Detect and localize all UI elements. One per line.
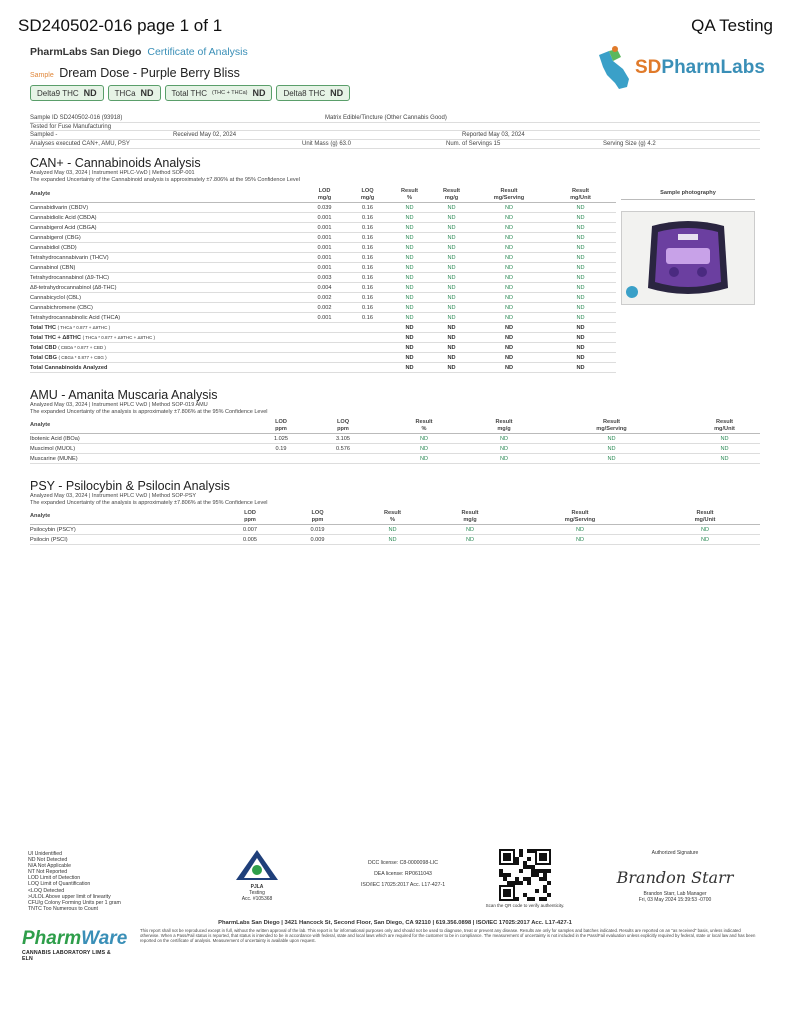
psy-title: PSY - Psilocybin & Psilocin Analysis [30, 479, 230, 493]
analyte-cell: Total Cannabinoids Analyzed [30, 363, 303, 373]
pharmware-logo [22, 928, 128, 962]
value-cell: ND [545, 303, 616, 313]
analyte-cell: Cannabidiol (CBD) [30, 243, 303, 253]
meta-row [30, 114, 760, 123]
pill-value: ND [83, 88, 97, 98]
value-cell: ND [355, 535, 430, 545]
table-row [30, 283, 616, 293]
value-cell: 0.16 [346, 263, 389, 273]
table-row [30, 263, 616, 273]
sample-tag: Sample [30, 72, 54, 79]
can-results-table [30, 188, 616, 373]
table-row [30, 253, 616, 263]
qa-testing-title: QA Testing [691, 16, 773, 35]
value-cell: ND [545, 243, 616, 253]
column-header: Result mg/Unit [545, 188, 616, 203]
psy-results-table [30, 510, 760, 545]
lab-line [30, 46, 248, 58]
pill-value: ND [140, 88, 154, 98]
amu-title: AMU - Amanita Muscaria Analysis [30, 388, 218, 402]
qr-note: Scan the QR code to verify authenticity. [485, 903, 565, 908]
value-cell: ND [430, 333, 473, 343]
value-cell: ND [473, 323, 545, 333]
value-cell: ND [389, 353, 430, 363]
pill-delta9-thc [30, 85, 104, 101]
value-cell [312, 454, 374, 464]
analyte-cell: Total CBG ( CBGa * 0.877 + CBG ) [30, 353, 303, 363]
logo-text: SDPharmLabs [635, 57, 765, 78]
column-header: Result % [374, 419, 474, 434]
value-cell: ND [473, 363, 545, 373]
meta-reported: Reported May 03, 2024 [462, 132, 525, 139]
value-cell: 0.002 [303, 303, 346, 313]
value-cell: ND [430, 243, 473, 253]
table-row [30, 243, 616, 253]
pill-total-thc [165, 85, 273, 101]
pill-thca [108, 85, 161, 101]
signature-block [610, 850, 740, 903]
value-cell: ND [545, 253, 616, 263]
value-cell: ND [473, 333, 545, 343]
value-cell: 0.16 [346, 253, 389, 263]
column-header: LOD ppm [250, 419, 312, 434]
value-cell: ND [545, 313, 616, 323]
amu-method-line: Analyzed May 03, 2024 | Instrument HPLC VwD | Method SOP-019 AMU [30, 402, 208, 408]
value-cell: 0.004 [303, 283, 346, 293]
value-cell: ND [389, 333, 430, 343]
value-cell: ND [534, 454, 689, 464]
value-cell: ND [510, 525, 650, 535]
can-title: CAN+ - Cannabinoids Analysis [30, 156, 201, 170]
column-header: Result mg/g [474, 419, 534, 434]
table-header-row [30, 510, 760, 525]
value-cell: ND [473, 263, 545, 273]
pjla-logo-icon [234, 848, 280, 882]
table-header-row [30, 419, 760, 434]
value-cell [250, 454, 312, 464]
value-cell: ND [430, 363, 473, 373]
value-cell: ND [534, 444, 689, 454]
value-cell: ND [389, 313, 430, 323]
value-cell: ND [355, 525, 430, 535]
table-row [30, 273, 616, 283]
value-cell: ND [430, 283, 473, 293]
value-cell: 0.009 [280, 535, 355, 545]
qr-verification [480, 849, 570, 908]
pill-value: ND [252, 88, 266, 98]
value-cell: ND [430, 323, 473, 333]
value-cell: ND [473, 203, 545, 213]
signer-name: Brandon Starr, Lab Manager [643, 891, 707, 897]
column-header: Analyte [30, 419, 250, 434]
value-cell: 0.16 [346, 293, 389, 303]
legend-item: ND Not Detected [28, 857, 68, 864]
column-header: Result mg/Unit [650, 510, 760, 525]
analyte-cell: Cannabidiolic Acid (CBDA) [30, 213, 303, 223]
analyte-cell: Cannabichromene (CBC) [30, 303, 303, 313]
pjla-acc: Acc. #105368 [241, 896, 273, 902]
value-cell: 0.019 [280, 525, 355, 535]
column-header: Result mg/Unit [689, 419, 760, 434]
iso-accreditation: ISO/IEC 17025:2017 Acc. L17-427-1 [360, 882, 446, 888]
value-cell [346, 323, 389, 333]
table-row [30, 535, 760, 545]
value-cell: ND [389, 253, 430, 263]
table-row [30, 434, 760, 444]
value-cell [303, 333, 346, 343]
column-header: Result mg/Serving [473, 188, 545, 203]
photo-label: Sample photography [621, 190, 755, 200]
value-cell: ND [510, 535, 650, 545]
value-cell: ND [473, 313, 545, 323]
pjla-name: PJLA [250, 884, 264, 890]
total-formula: ( CBDa * 0.877 + CBD ) [58, 344, 106, 350]
legend-item: TNTC Too Numerous to Count [28, 905, 98, 912]
value-cell: 0.001 [303, 243, 346, 253]
value-cell: ND [389, 233, 430, 243]
handwritten-signature: Brandon Starr [616, 868, 734, 887]
value-cell [346, 353, 389, 363]
value-cell: ND [430, 263, 473, 273]
analyte-cell: Cannabicyclol (CBL) [30, 293, 303, 303]
value-cell: 0.19 [250, 444, 312, 454]
value-cell: ND [650, 535, 760, 545]
table-body [30, 525, 760, 545]
analyte-cell: Cannabigerol Acid (CBGA) [30, 223, 303, 233]
psy-method-line: Analyzed May 03, 2024 | Instrument HPLC VwD | Method SOP-PSY [30, 493, 197, 499]
value-cell: 0.16 [346, 273, 389, 283]
value-cell: ND [545, 283, 616, 293]
table-row [30, 444, 760, 454]
pjla-accreditation [232, 848, 282, 902]
value-cell: ND [473, 303, 545, 313]
value-cell: 0.16 [346, 223, 389, 233]
total-row [30, 363, 616, 373]
table-row [30, 203, 616, 213]
value-cell: 0.16 [346, 243, 389, 253]
value-cell: ND [474, 444, 534, 454]
value-cell: ND [430, 303, 473, 313]
value-cell: ND [545, 273, 616, 283]
value-cell: ND [545, 223, 616, 233]
meta-matrix: Matrix Edible/Tincture (Other Cannabis Good) [325, 115, 447, 121]
total-row [30, 323, 616, 333]
value-cell: ND [389, 293, 430, 303]
total-formula: ( THCa * 0.877 + Δ9THC + Δ8THC ) [82, 334, 156, 340]
analyte-cell: Tetrahydrocannabinol (Δ9-THC) [30, 273, 303, 283]
value-cell: 0.001 [303, 213, 346, 223]
value-cell [303, 343, 346, 353]
can-method-line: Analyzed May 03, 2024 | Instrument HPLC-VwD | Method SOP-001 [30, 170, 195, 176]
value-cell [346, 333, 389, 343]
value-cell: ND [545, 323, 616, 333]
table-row [30, 525, 760, 535]
column-header: Analyte [30, 510, 220, 525]
license-info [348, 858, 458, 891]
value-cell: ND [473, 243, 545, 253]
value-cell: ND [473, 223, 545, 233]
value-cell: 0.001 [303, 253, 346, 263]
value-cell: 0.576 [312, 444, 374, 454]
value-cell [303, 363, 346, 373]
value-cell: 0.16 [346, 313, 389, 323]
coa-label: Certificate of Analysis [147, 46, 248, 58]
meta-sampled: Sampled - [30, 132, 58, 139]
lab-name: PharmLabs San Diego [30, 46, 142, 58]
analyte-cell: Δ8-tetrahydrocannabinol (Δ8-THC) [30, 283, 303, 293]
sample-meta [30, 114, 760, 149]
value-cell: 0.005 [220, 535, 280, 545]
analyte-cell: Cannabigerol (CBG) [30, 233, 303, 243]
document-id: SD240502-016 page 1 of 1 [18, 16, 223, 35]
column-header: LOQ ppm [312, 419, 374, 434]
value-cell: ND [545, 333, 616, 343]
analyte-cell: Tetrahydrocannabivarin (THCV) [30, 253, 303, 263]
value-cell: ND [473, 283, 545, 293]
psy-uncertainty-line: The expanded Uncertainty of the analysis is approximately ±7.806% at the 95% Confidence Level [30, 500, 268, 506]
pill-label: Delta9 THC [37, 88, 79, 98]
dea-license: DEA license: RP0611043 [374, 871, 432, 877]
meta-row [30, 123, 760, 132]
value-cell: ND [650, 525, 760, 535]
can-uncertainty-line: The expanded Uncertainty of the Cannabinoid analysis is approximately ±7.806% at the 95% Confidence Level [30, 177, 300, 183]
legend-item: >ULOL Above upper limit of linearity [28, 893, 111, 900]
pharmware-wordmark: PharmWare [22, 928, 128, 949]
analyte-cell: Total CBD ( CBDa * 0.877 + CBD ) [30, 343, 303, 353]
value-cell: 0.16 [346, 203, 389, 213]
value-cell: ND [473, 343, 545, 353]
analyte-cell: Total THC + Δ8THC ( THCa * 0.877 + Δ9THC + Δ8THC ) [30, 333, 303, 343]
value-cell: ND [430, 203, 473, 213]
value-cell: 0.039 [303, 203, 346, 213]
value-cell: ND [689, 454, 760, 464]
value-cell: ND [389, 303, 430, 313]
table-row [30, 293, 616, 303]
value-cell: ND [374, 444, 474, 454]
california-logo-icon [593, 45, 637, 95]
column-header: Result % [355, 510, 430, 525]
auth-signature-label: Authorized Signature [651, 850, 699, 856]
value-cell: 1.025 [250, 434, 312, 444]
table-row [30, 454, 760, 464]
value-cell: ND [389, 203, 430, 213]
value-cell: 0.001 [303, 313, 346, 323]
value-cell: ND [430, 313, 473, 323]
value-cell: ND [430, 233, 473, 243]
table-row [30, 233, 616, 243]
pill-label: Delta8 THC [283, 88, 326, 98]
value-cell: ND [545, 343, 616, 353]
column-header: LOD ppm [220, 510, 280, 525]
column-header: Result mg/Serving [510, 510, 650, 525]
value-cell: 0.001 [303, 223, 346, 233]
value-cell: ND [545, 213, 616, 223]
value-cell: ND [389, 273, 430, 283]
value-cell: ND [545, 363, 616, 373]
meta-row [30, 131, 760, 140]
meta-servings: Num. of Servings 15 [446, 141, 501, 148]
value-cell: ND [389, 283, 430, 293]
analyte-cell: Muscarine (MUNE) [30, 454, 250, 464]
value-cell: ND [430, 535, 510, 545]
value-cell: 0.001 [303, 233, 346, 243]
value-cell: ND [474, 434, 534, 444]
pill-label: Total THC [171, 88, 207, 98]
legend-item: CFU/g Colony Forming Units per 1 gram [28, 899, 121, 906]
column-header: Result mg/g [430, 188, 473, 203]
value-cell: ND [389, 323, 430, 333]
value-cell: 0.16 [346, 213, 389, 223]
value-cell: 0.16 [346, 233, 389, 243]
dcc-license: DCC license: C8-0000098-LIC [367, 860, 439, 866]
table-body [30, 203, 616, 373]
analyte-cell: Psilocin (PSCI) [30, 535, 220, 545]
meta-sample-id: Sample ID SD240502-016 (93918) [30, 115, 123, 121]
abbreviation-legend [28, 851, 121, 912]
amu-results-table [30, 419, 760, 464]
value-cell: 0.007 [220, 525, 280, 535]
value-cell: 3.105 [312, 434, 374, 444]
column-header: LOQ mg/g [346, 188, 389, 203]
total-formula: ( THCa * 0.877 + Δ9THC ) [57, 324, 111, 330]
value-cell: 0.002 [303, 293, 346, 303]
value-cell: ND [473, 253, 545, 263]
value-cell: ND [545, 233, 616, 243]
value-cell: 0.16 [346, 303, 389, 313]
analyte-cell: Cannabinol (CBN) [30, 263, 303, 273]
value-cell: ND [545, 293, 616, 303]
value-cell: ND [374, 434, 474, 444]
summary-pills [30, 85, 350, 101]
meta-tested-for: Tested for Fuse Manufacturing [30, 123, 112, 130]
sdpharmlabs-logo [593, 45, 765, 95]
meta-received: Received May 02, 2024 [173, 132, 237, 139]
value-cell: ND [389, 363, 430, 373]
column-header: Result mg/Serving [534, 419, 689, 434]
analyte-cell: Psilocybin (PSCY) [30, 525, 220, 535]
sign-date: Fri, 03 May 2024 15:39:53 -0700 [638, 897, 712, 903]
analyte-cell: Cannabidivarin (CBDV) [30, 203, 303, 213]
column-header: Result mg/g [430, 510, 510, 525]
disclaimer: This report shall not be reproduced except in full, without the written approval of the lab. This report is for informational purposes only and should not be used to diagnose, treat or prevent any disease. Results are only for samples and batches indicated. Results are reported on an "as received" basis, unless indicated otherwise. When a Pass/Fail status is reported, that status is intended to be in accordance with federal, state and local laws which are required for the customer to be in compliance. The measurement of uncertainty is not included in the Pass/Fail evaluation unless explicitly required by federal, state or local law and has been reported on the certificate of analysis. Measurement of uncertainty is available upon request. [140, 928, 756, 943]
qr-code-icon[interactable] [499, 849, 551, 901]
legend-item: NT Not Reported [28, 869, 68, 876]
value-cell: ND [473, 353, 545, 363]
table-row [30, 213, 616, 223]
value-cell: 0.001 [303, 263, 346, 273]
column-header: Result % [389, 188, 430, 203]
total-row [30, 343, 616, 353]
value-cell: ND [389, 243, 430, 253]
value-cell [346, 363, 389, 373]
sample-photo [621, 211, 755, 305]
value-cell: ND [430, 253, 473, 263]
pill-delta8-thc [276, 85, 350, 101]
total-formula: ( CBGa * 0.877 + CBG ) [58, 354, 107, 360]
pharmware-tagline: CANNABIS LABORATORY LIMS & ELN [22, 950, 111, 962]
column-header: LOD mg/g [303, 188, 346, 203]
table-row [30, 313, 616, 323]
legend-item: <LOQ Detected [28, 887, 65, 894]
meta-unit-mass: Unit Mass (g) 63.0 [302, 141, 352, 148]
meta-analyses: Analyses executed CAN+, AMU, PSY [30, 141, 130, 148]
value-cell: ND [389, 343, 430, 353]
value-cell: ND [389, 213, 430, 223]
amu-uncertainty-line: The expanded Uncertainty of the analysis is approximately ±7.806% at the 95% Confidence Level [30, 409, 268, 415]
pill-label: THCa [114, 88, 136, 98]
value-cell: ND [689, 444, 760, 454]
table-row [30, 223, 616, 233]
sample-line [30, 66, 240, 80]
legend-item: LOQ Limit of Quantification [28, 881, 91, 888]
value-cell: ND [689, 434, 760, 444]
value-cell: ND [430, 353, 473, 363]
value-cell: ND [473, 293, 545, 303]
value-cell: ND [374, 454, 474, 464]
value-cell: 0.16 [346, 283, 389, 293]
lab-address: PharmLabs San Diego | 3421 Hancock St, Second Floor, San Diego, CA 92110 | 619.356.0898 | ISO/IEC 17025:2017 Acc. L17-427-1 [218, 920, 572, 926]
value-cell [346, 343, 389, 353]
value-cell: ND [430, 223, 473, 233]
meta-serving-size: Serving Size (g) 4.2 [603, 141, 656, 148]
value-cell: ND [545, 353, 616, 363]
value-cell: 0.003 [303, 273, 346, 283]
value-cell: ND [545, 263, 616, 273]
pjla-sub: Testing [249, 890, 265, 896]
table-row [30, 303, 616, 313]
value-cell: ND [430, 343, 473, 353]
legend-item: LOD Limit of Detection [28, 875, 81, 882]
value-cell: ND [430, 525, 510, 535]
value-cell: ND [389, 263, 430, 273]
value-cell: ND [473, 213, 545, 223]
total-row [30, 333, 616, 343]
legend-item: UI Unidentified [28, 851, 63, 857]
analyte-cell: Tetrahydrocannabinolic Acid (THCA) [30, 313, 303, 323]
psy-subtitle [30, 493, 268, 507]
value-cell [303, 353, 346, 363]
value-cell: ND [389, 223, 430, 233]
meta-row [30, 140, 760, 149]
value-cell [303, 323, 346, 333]
value-cell: ND [473, 233, 545, 243]
value-cell: ND [430, 273, 473, 283]
value-cell: ND [430, 213, 473, 223]
column-header: LOQ ppm [280, 510, 355, 525]
value-cell: ND [430, 293, 473, 303]
pill-value: ND [330, 88, 344, 98]
pill-sub: (THC + THCa) [211, 90, 248, 96]
sample-name: Dream Dose - Purple Berry Bliss [59, 66, 240, 80]
amu-subtitle [30, 402, 268, 416]
total-row [30, 353, 616, 363]
value-cell: ND [474, 454, 534, 464]
table-body [30, 434, 760, 464]
legend-item: N/A Not Applicable [28, 863, 71, 870]
product-pouch-image [622, 212, 754, 304]
value-cell: ND [534, 434, 689, 444]
value-cell: ND [473, 273, 545, 283]
analyte-cell: Muscimol (MUOL) [30, 444, 250, 454]
analyte-cell: Total THC ( THCa * 0.877 + Δ9THC ) [30, 323, 303, 333]
table-header-row [30, 188, 616, 203]
analyte-cell: Ibotenic Acid (IBOa) [30, 434, 250, 444]
value-cell: ND [545, 203, 616, 213]
can-subtitle [30, 170, 300, 184]
column-header: Analyte [30, 188, 303, 203]
